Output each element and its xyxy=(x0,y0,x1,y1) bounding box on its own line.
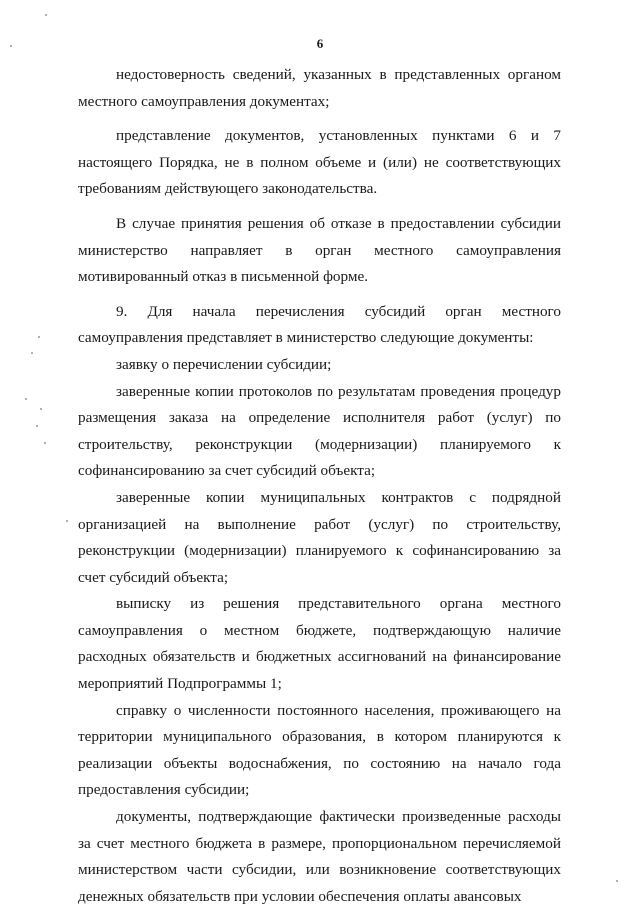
scan-speck xyxy=(10,45,12,47)
scan-speck xyxy=(44,442,46,444)
document-body xyxy=(78,62,561,910)
page-number: 6 xyxy=(316,36,324,51)
scan-speck xyxy=(40,408,42,410)
paragraph-6: заверенные копии протоколов по результатам проведения процедур размещения заказа на определение исполнителя работ (услуг) по строительству, реконструкции (модернизации) планируемого к софинансированию за счет субсидий объекта; xyxy=(78,382,561,480)
scan-speck xyxy=(45,14,47,16)
scan-speck xyxy=(36,425,38,427)
paragraph-1: недостоверность сведений, указанных в представленных органом местного самоуправления документах; xyxy=(78,66,561,110)
paragraph-7: заверенные копии муниципальных контрактов с подрядной организацией на выполнение работ (услуг) по строительству, реконструкции (модернизации) планируемого к софинансированию за счет субсидий объекта; xyxy=(78,488,561,586)
scan-speck xyxy=(31,352,33,354)
paragraph-3: В случае принятия решения об отказе в предоставлении субсидии министерство направляет в орган местного самоуправления мотивированный отказ в письменной форме. xyxy=(78,214,561,286)
paragraph-2: представление документов, установленных пунктами 6 и 7 настоящего Порядка, не в полном объеме и (или) не соответствующих требованиям действующего законодательства. xyxy=(78,127,561,198)
paragraph-10: документы, подтверждающие фактически произведенные расходы за счет местного бюджета в размере, пропорциональном перечисляемой министерством части субсидии, или возникновение соответствующих денежных обязательств при условии обеспечения оплаты авансовых xyxy=(78,808,561,905)
paragraph-9: справку о численности постоянного населения, проживающего на территории муниципального образования, в котором планируются к реализации объекты водоснабжения, по состоянию на начало года предоставления субсидии; xyxy=(78,701,561,799)
paragraph-5: заявку о перечислении субсидии; xyxy=(116,355,332,373)
scan-speck xyxy=(38,336,40,338)
scan-speck xyxy=(66,520,68,522)
scan-speck xyxy=(616,880,618,882)
paragraph-4: 9. Для начала перечисления субсидий орган местного самоуправления представляет в министерство следующие документы: xyxy=(78,302,561,347)
paragraph-8: выписку из решения представительного органа местного самоуправления о местном бюджете, подтверждающую наличие расходных обязательств и бюджетных ассигнований на финансирование мероприятий Подпрограммы 1; xyxy=(78,595,561,693)
scan-speck xyxy=(25,398,27,400)
